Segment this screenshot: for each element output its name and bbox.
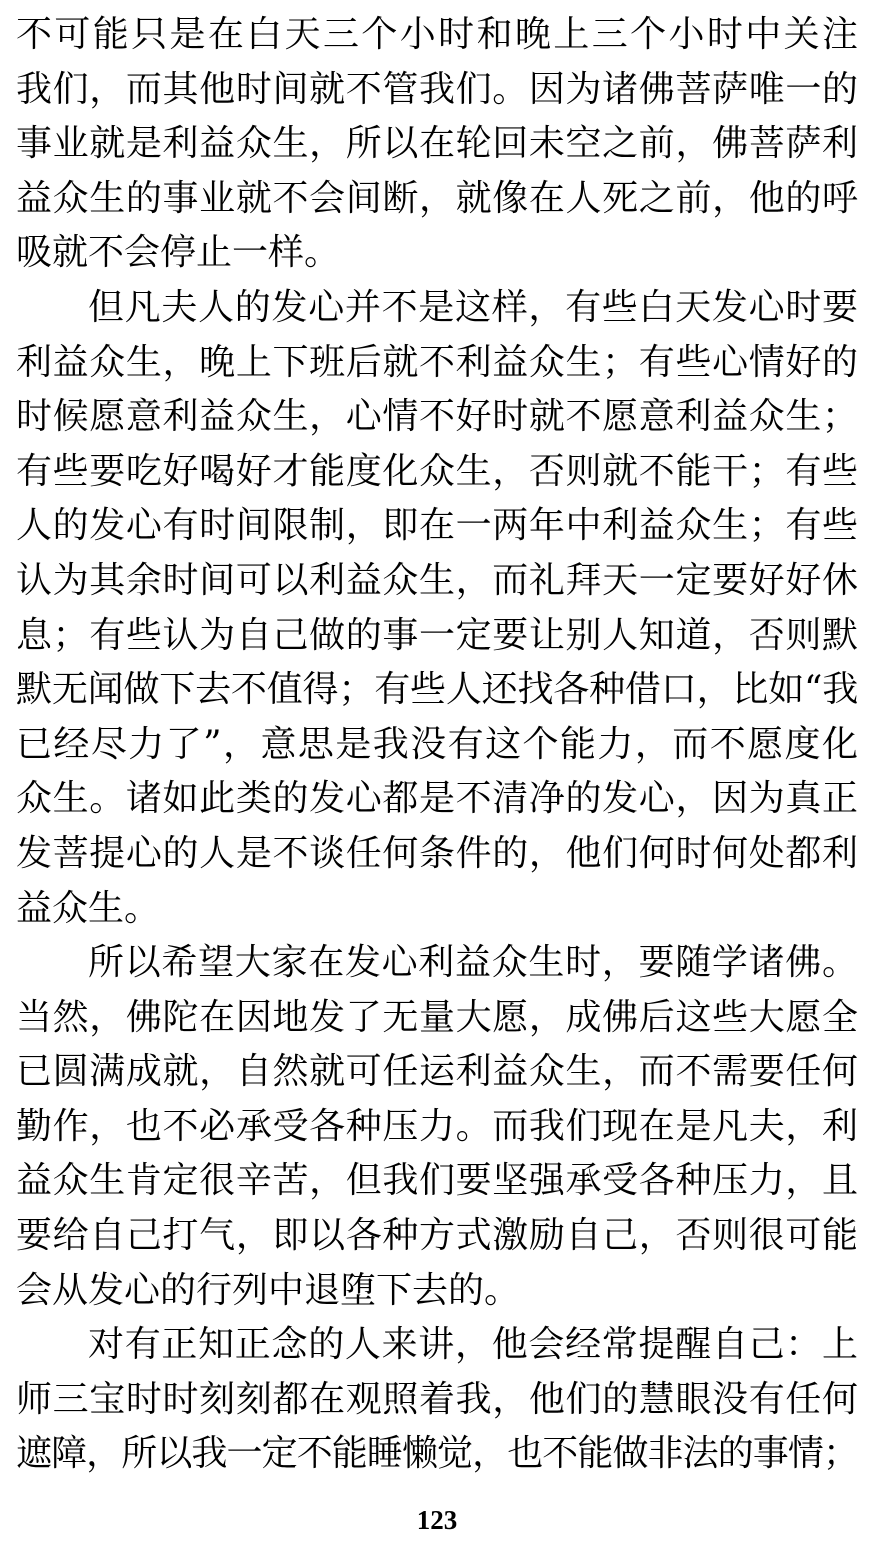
- text-line: 益众生肯定很辛苦，但我们要坚强承受各种压力，且: [16, 1160, 858, 1202]
- text-line: 吸就不会停止一样。: [16, 232, 341, 274]
- text-line: 会从发心的行列中退堕下去的。: [16, 1269, 521, 1311]
- text-line: 益众生。: [16, 887, 161, 929]
- text-line: 已圆满成就，自然就可任运利益众生，而不需要任何: [16, 1051, 858, 1093]
- text-line: 人的发心有时间限制，即在一两年中利益众生；有些: [16, 505, 858, 547]
- text-line: 已经尽力了”，意思是我没有这个能力，而不愿度化: [16, 723, 858, 765]
- text-line: 息；有些认为自己做的事一定要让别人知道，否则默: [16, 614, 858, 656]
- text-line: 默无闻做下去不值得；有些人还找各种借口，比如“我: [16, 669, 858, 711]
- text-line: 要给自己打气，即以各种方式激励自己，否则很可能: [16, 1215, 858, 1257]
- text-line: 遮障，所以我一定不能睡懒觉，也不能做非法的事情；: [16, 1433, 858, 1475]
- text-line: 师三宝时时刻刻都在观照着我，他们的慧眼没有任何: [16, 1378, 858, 1420]
- text-line: 发菩提心的人是不谈任何条件的，他们何时何处都利: [16, 832, 858, 874]
- text-line: 但凡夫人的发心并不是这样，有些白天发心时要: [88, 286, 858, 328]
- text-line: 时候愿意利益众生，心情不好时就不愿意利益众生；: [16, 396, 858, 438]
- text-line: 众生。诸如此类的发心都是不清净的发心，因为真正: [16, 778, 858, 820]
- text-line: 事业就是利益众生，所以在轮回未空之前，佛菩萨利: [16, 123, 858, 165]
- text-line: 利益众生，晚上下班后就不利益众生；有些心情好的: [16, 341, 858, 383]
- text-line: 所以希望大家在发心利益众生时，要随学诸佛。: [88, 942, 858, 984]
- text-line: 对有正知正念的人来讲，他会经常提醒自己：上: [88, 1324, 858, 1366]
- text-line: 我们，而其他时间就不管我们。因为诸佛菩萨唯一的: [16, 68, 858, 110]
- page-number: 123: [416, 1505, 458, 1535]
- text-line: 认为其余时间可以利益众生，而礼拜天一定要好好休: [16, 559, 858, 601]
- text-line: 益众生的事业就不会间断，就像在人死之前，他的呼: [16, 177, 858, 219]
- text-line: 有些要吃好喝好才能度化众生，否则就不能干；有些: [16, 450, 858, 492]
- body-text: [16, 8, 858, 1482]
- text-line: 当然，佛陀在因地发了无量大愿，成佛后这些大愿全: [16, 996, 858, 1038]
- text-line: 勤作，也不必承受各种压力。而我们现在是凡夫，利: [16, 1105, 858, 1147]
- text-line: 不可能只是在白天三个小时和晚上三个小时中关注: [16, 14, 858, 55]
